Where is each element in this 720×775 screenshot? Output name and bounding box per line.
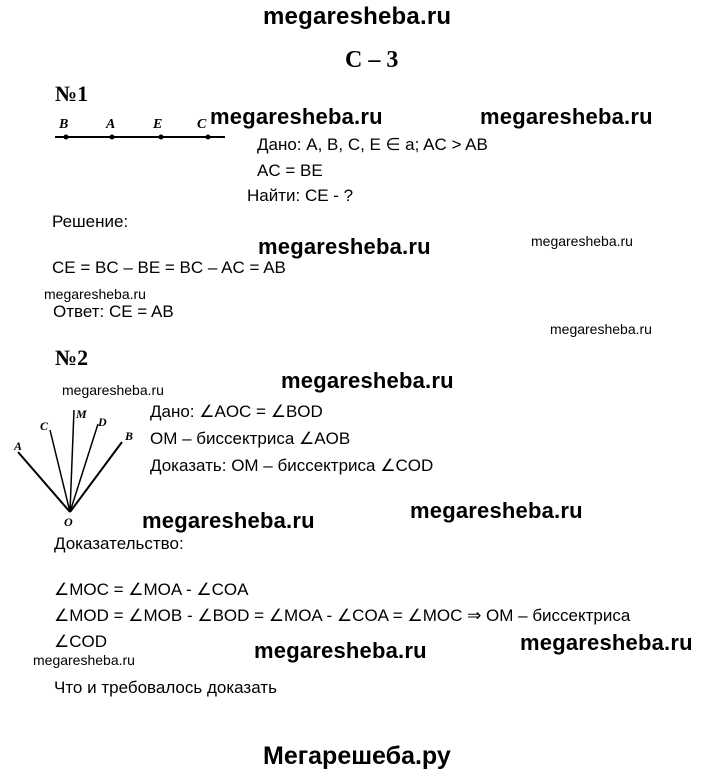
- segment-diagram: [50, 112, 230, 146]
- point-a: [110, 135, 115, 140]
- label-m: M: [76, 407, 87, 421]
- watermark: megaresheba.ru: [62, 382, 164, 398]
- watermark: megaresheba.ru: [531, 233, 633, 249]
- task1-solution: CE = BC – BE = BC – AC = AB: [52, 258, 286, 277]
- watermark: megaresheba.ru: [258, 234, 431, 259]
- label-b: B: [125, 429, 134, 443]
- task2-proof-line1: ∠MOC = ∠MOA - ∠COA: [54, 580, 249, 599]
- task2-proof-line2: ∠MOD = ∠MOB - ∠BOD = ∠MOA - ∠COA = ∠MOC ⇒ OM – биссектриса: [54, 606, 631, 625]
- footer-site: Мегарешеба.ру: [263, 742, 451, 770]
- label-o: O: [64, 515, 73, 529]
- ray-om: [70, 410, 74, 512]
- task2-prove: Доказать: OM – биссектриса ∠COD: [150, 456, 434, 475]
- point-e: [159, 135, 164, 140]
- point-b: [64, 135, 69, 140]
- task1-find: Найти: CE - ?: [247, 186, 354, 205]
- task2-number: №2: [55, 345, 89, 370]
- watermark: megaresheba.ru: [480, 104, 653, 129]
- page-title: С – 3: [345, 47, 399, 73]
- watermark: megaresheba.ru: [520, 630, 693, 655]
- label-c: C: [40, 419, 49, 433]
- task2-conclusion: Что и требовалось доказать: [54, 678, 277, 697]
- task2-proof-line3: ∠COD: [54, 632, 108, 651]
- watermark: megaresheba.ru: [281, 368, 454, 393]
- task1-solution-label: Решение:: [52, 212, 129, 231]
- watermark: megaresheba.ru: [44, 286, 146, 302]
- label-a: A: [106, 117, 116, 132]
- task1-number: №1: [55, 81, 89, 106]
- angle-diagram: [10, 400, 150, 530]
- watermark: megaresheba.ru: [550, 321, 652, 337]
- task1-given-line2: AC = BE: [257, 161, 323, 180]
- point-c: [206, 135, 211, 140]
- ray-od: [70, 424, 98, 512]
- watermark: megaresheba.ru: [254, 638, 427, 663]
- site-header: megaresheba.ru: [263, 3, 452, 30]
- watermark: megaresheba.ru: [142, 508, 315, 533]
- watermark: megaresheba.ru: [33, 652, 135, 668]
- task2-given: Дано: ∠AOC = ∠BOD: [150, 402, 323, 421]
- task2-proof-label: Доказательство:: [54, 534, 184, 553]
- watermark: megaresheba.ru: [210, 104, 383, 129]
- label-b: B: [59, 117, 69, 132]
- label-e: E: [153, 117, 163, 132]
- ray-ob: [70, 442, 122, 512]
- task1-given-line1: Дано: A, B, C, E ∈ a; AC > AB: [257, 135, 488, 154]
- label-d: D: [98, 415, 107, 429]
- watermark: megaresheba.ru: [410, 498, 583, 523]
- label-c: C: [197, 117, 207, 132]
- task1-answer: Ответ: CE = AB: [53, 302, 174, 321]
- task2-given-line2: OM – биссектриса ∠AOB: [150, 429, 351, 448]
- label-a: A: [14, 439, 23, 453]
